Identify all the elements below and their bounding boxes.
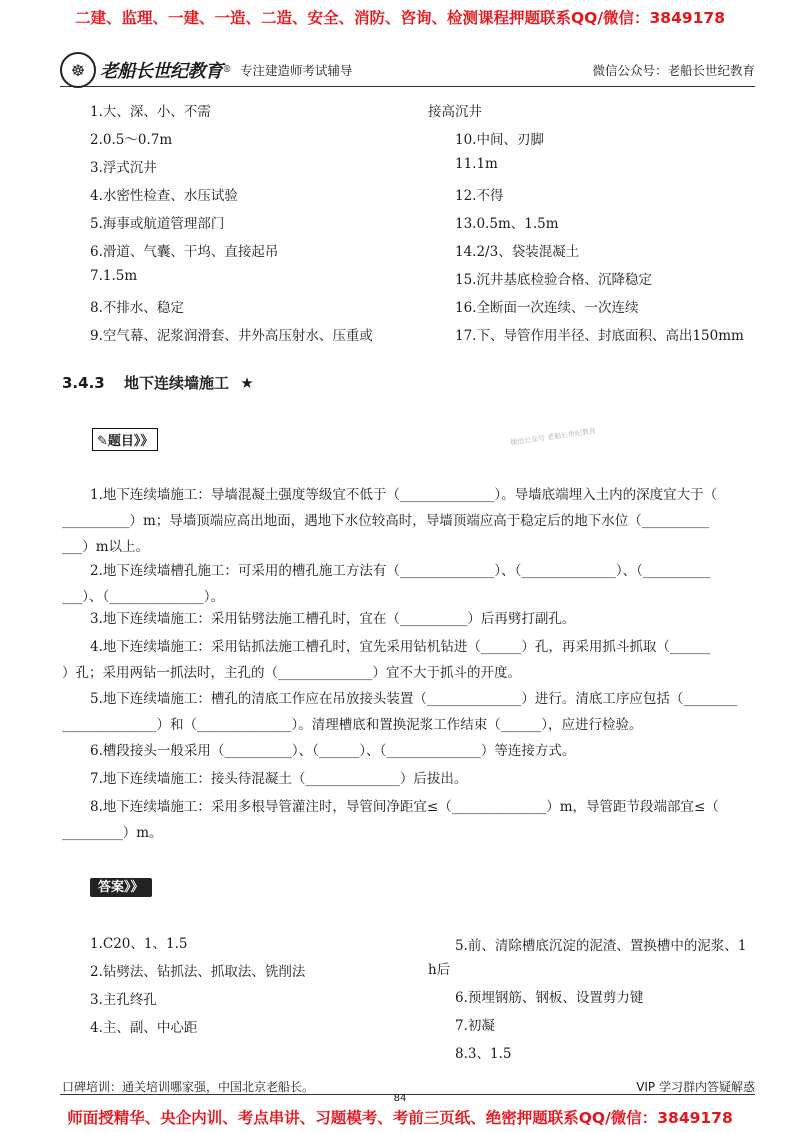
section-heading (62, 372, 254, 393)
prev-answer: 13.0.5m、1.5m (455, 216, 559, 232)
question-line: _________）m。 (62, 825, 163, 841)
question-item (62, 794, 762, 846)
prev-answer: 4.水密性检查、水压试验 (90, 188, 238, 204)
logo-text: 老船长世纪教育 (100, 61, 223, 82)
ship-wheel-icon: ☸ (60, 52, 96, 88)
prev-answer: 5.海事或航道管理部门 (90, 216, 225, 232)
top-promo-banner: 二建、监理、一建、一造、二造、安全、消防、咨询、检测课程押题联系QQ/微信：3849178 (74, 9, 725, 27)
answer-line: 7.初凝 (455, 1018, 495, 1034)
answer-line: 6.预埋钢筋、钢板、设置剪力键 (455, 990, 644, 1006)
answer-line: 3.主孔终孔 (90, 992, 157, 1008)
prev-answer: 11.1m (455, 156, 498, 172)
question-line: __________）m；导墙顶端应高出地面，遇地下水位较高时，导墙顶端应高于稳定后的地下水位（__________ (62, 513, 710, 529)
prev-answer: 10.中间、刃脚 (455, 132, 544, 148)
question-line: 1.地下连续墙施工：导墙混凝土强度等级宜不低于（______________）。导墙底端埋入土内的深度宜大于（ (90, 487, 718, 503)
prev-answer: 9.空气幕、泥浆润滑套、井外高压射水、压重或 (90, 328, 373, 344)
prev-answer: 15.沉井基底检验合格、沉降稳定 (455, 272, 652, 288)
question-line: 7.地下连续墙施工：接头待混凝土（______________）后拔出。 (90, 771, 468, 787)
answer-line: 2.钻劈法、钻抓法、抓取法、铣削法 (90, 964, 306, 980)
prev-answer: 1.大、深、小、不需 (90, 104, 211, 120)
logo (60, 52, 232, 88)
question-line: ______________）和（______________）。清理槽底和置换泥浆工作结束（______），应进行检验。 (62, 717, 643, 733)
answer-line: 8.3、1.5 (455, 1046, 512, 1062)
bottom-promo-banner: 师面授精华、央企内训、考点串讲、习题模考、考前三页纸、绝密押题联系QQ/微信：3849178 (67, 1109, 733, 1127)
question-line: 4.地下连续墙施工：采用钻抓法施工槽孔时，宜先采用钻机钻进（______）孔，再采用抓斗抓取（______ (90, 639, 711, 655)
question-item (62, 558, 762, 610)
question-line: ___）m以上。 (62, 539, 150, 555)
page-header (60, 52, 755, 87)
prev-answer: 12.不得 (455, 188, 504, 204)
question-tag-text: 题目》》 (107, 434, 154, 449)
prev-answer: 14.2/3、袋装混凝土 (455, 244, 580, 260)
answer-tag (90, 876, 152, 895)
section-number: 3.4.3 (62, 374, 105, 392)
question-item (62, 766, 762, 792)
question-item (62, 606, 762, 632)
question-line: ___）、（______________）。 (62, 589, 224, 605)
question-line: 6.槽段接头一般采用（__________）、（______）、（______________）等连接方式。 (90, 743, 576, 759)
question-item (62, 686, 762, 738)
prev-answer: 8.不排水、稳定 (90, 300, 184, 316)
header-slogan: 专注建造师考试辅导 (240, 63, 353, 78)
page-number: 84 (393, 1093, 407, 1104)
question-tag-label (92, 428, 158, 451)
footer-left: 口碑培训：通关培训哪家强，中国北京老船长。 (62, 1080, 315, 1094)
question-tag (92, 428, 158, 451)
question-line: 5.地下连续墙施工：槽孔的清底工作应在吊放接头装置（______________）进行。清底工序应包括（________ (90, 691, 738, 707)
answer-line: 5.前、清除槽底沉淀的泥渣、置换槽中的泥浆、1 (455, 938, 747, 954)
question-item (62, 482, 762, 560)
header-wechat: 微信公众号：老船长世纪教育 (592, 63, 755, 78)
question-item (62, 634, 762, 686)
prev-answer: 7.1.5m (90, 268, 138, 284)
answer-line: 1.C20、1、1.5 (90, 936, 188, 952)
prev-answer: 2.0.5～0.7m (90, 132, 173, 148)
footer-right: VIP 学习群内答疑解惑 (636, 1080, 755, 1094)
question-line: 3.地下连续墙施工：采用钻劈法施工槽孔时，宜在（__________）后再劈打副孔。 (90, 611, 576, 627)
question-line: 8.地下连续墙施工：采用多根导管灌注时，导管间净距宜≤（______________）m，导管距节段端部宜≤（ (90, 799, 719, 815)
registered-mark: ® (222, 65, 232, 75)
question-item (62, 738, 762, 764)
question-line: ）孔；采用两钻一抓法时，主孔的（______________）宜不大于抓斗的开度。 (62, 665, 521, 681)
prev-answer: 16.全断面一次连续、一次连续 (455, 300, 639, 316)
answer-line: h后 (428, 962, 451, 978)
pencil-icon: ✎ (97, 434, 108, 449)
question-line: 2.地下连续墙槽孔施工：可采用的槽孔施工方法有（______________）、（______________）、（__________ (90, 563, 711, 579)
star-icon: ★ (240, 374, 254, 392)
prev-answer: 6.滑道、气囊、干坞、直接起吊 (90, 244, 279, 260)
watermark-stamp: 微信公众号 老船长世纪教育 (509, 427, 597, 447)
prev-answer: 17.下、导管作用半径、封底面积、高出150mm (455, 328, 744, 344)
prev-answer: 接高沉井 (428, 104, 482, 120)
answer-tag-text: 答案》》 (90, 878, 152, 897)
section-title: 地下连续墙施工 (123, 374, 229, 392)
prev-answer: 3.浮式沉井 (90, 160, 157, 176)
answer-line: 4.主、副、中心距 (90, 1020, 198, 1036)
